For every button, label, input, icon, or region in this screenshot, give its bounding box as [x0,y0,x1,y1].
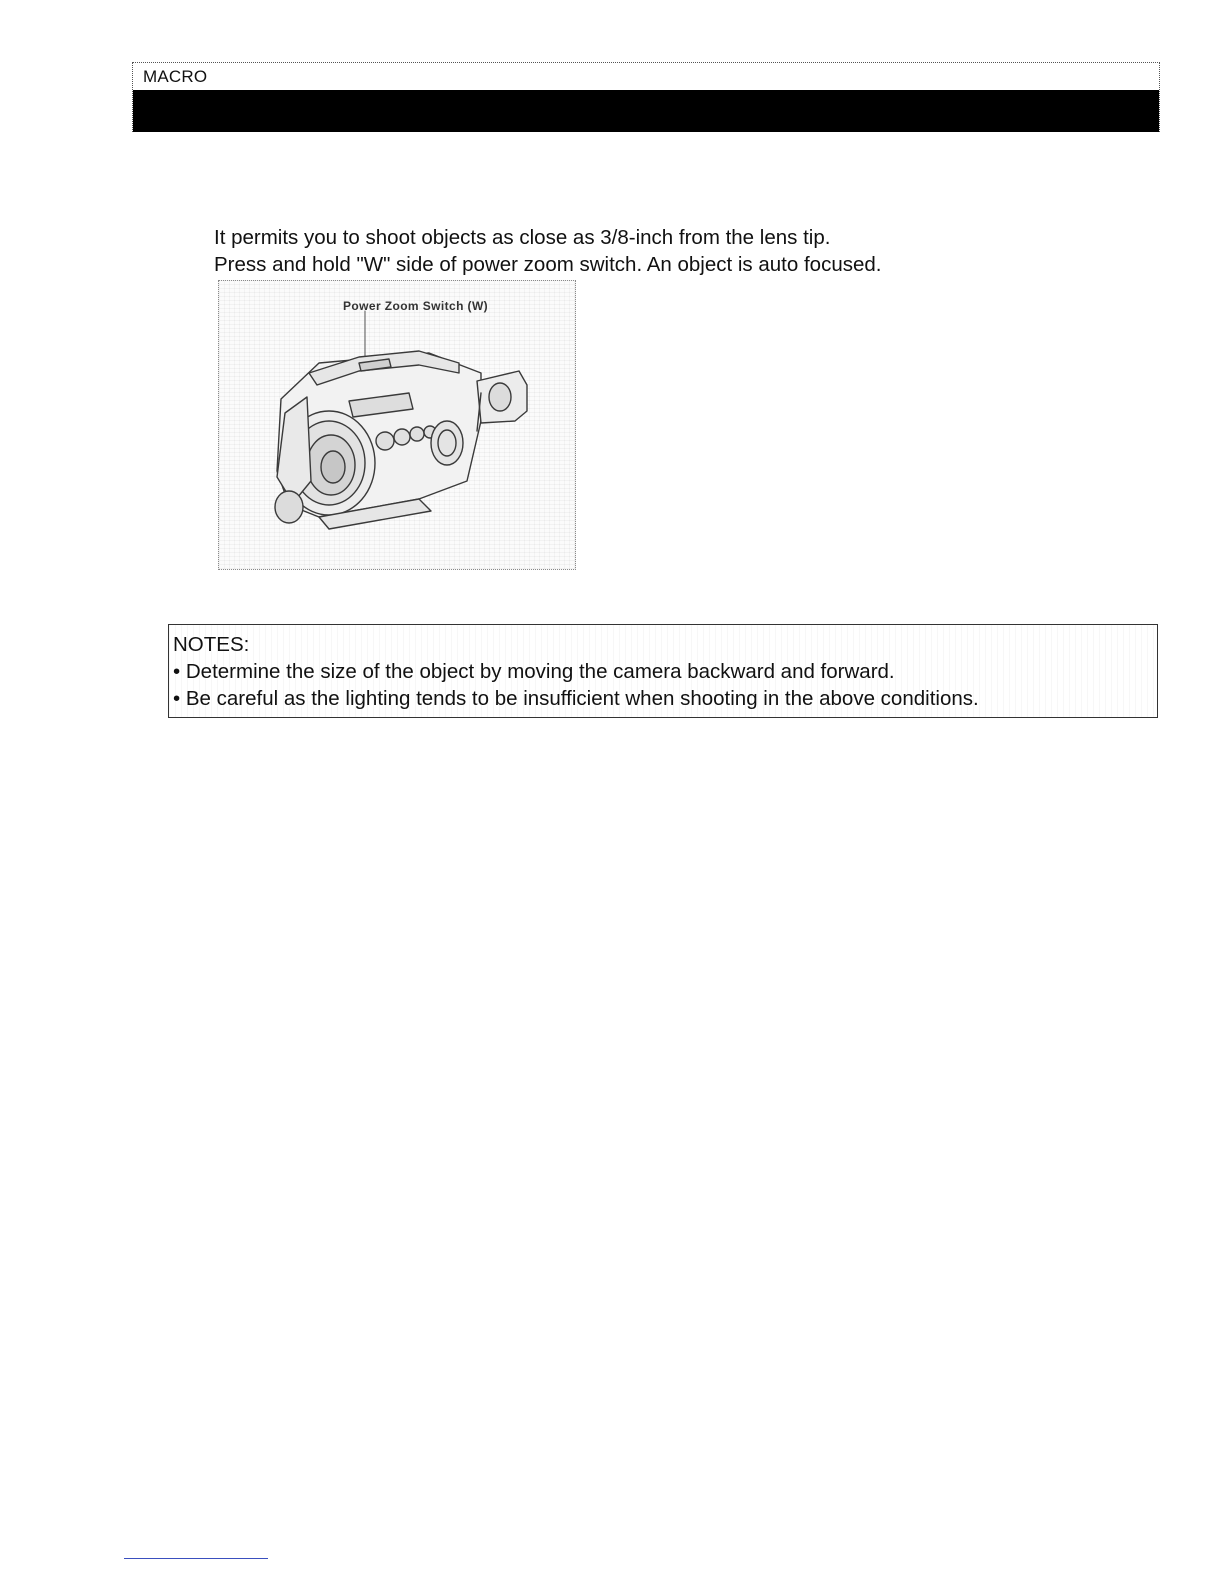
intro-line-1: It permits you to shoot objects as close as 3/8-inch from the lens tip. [214,226,831,249]
intro-text [214,224,881,278]
notes-item: • Determine the size of the object by moving the camera backward and forward. [173,660,895,683]
footer-rule [124,1558,268,1559]
header-bar [133,90,1159,132]
intro-line-2: Press and hold "W" side of power zoom switch. An object is auto focused. [214,253,882,276]
camcorder-figure [218,280,576,570]
section-title: MACRO [143,67,208,86]
section-header [132,62,1160,132]
figure-callout: Power Zoom Switch (W) [343,299,489,313]
camcorder-illustration-icon [219,281,575,569]
notes-box [168,624,1158,718]
notes-heading: NOTES: [173,633,250,656]
notes-item: • Be careful as the lighting tends to be insufficient when shooting in the above conditions. [173,687,979,710]
